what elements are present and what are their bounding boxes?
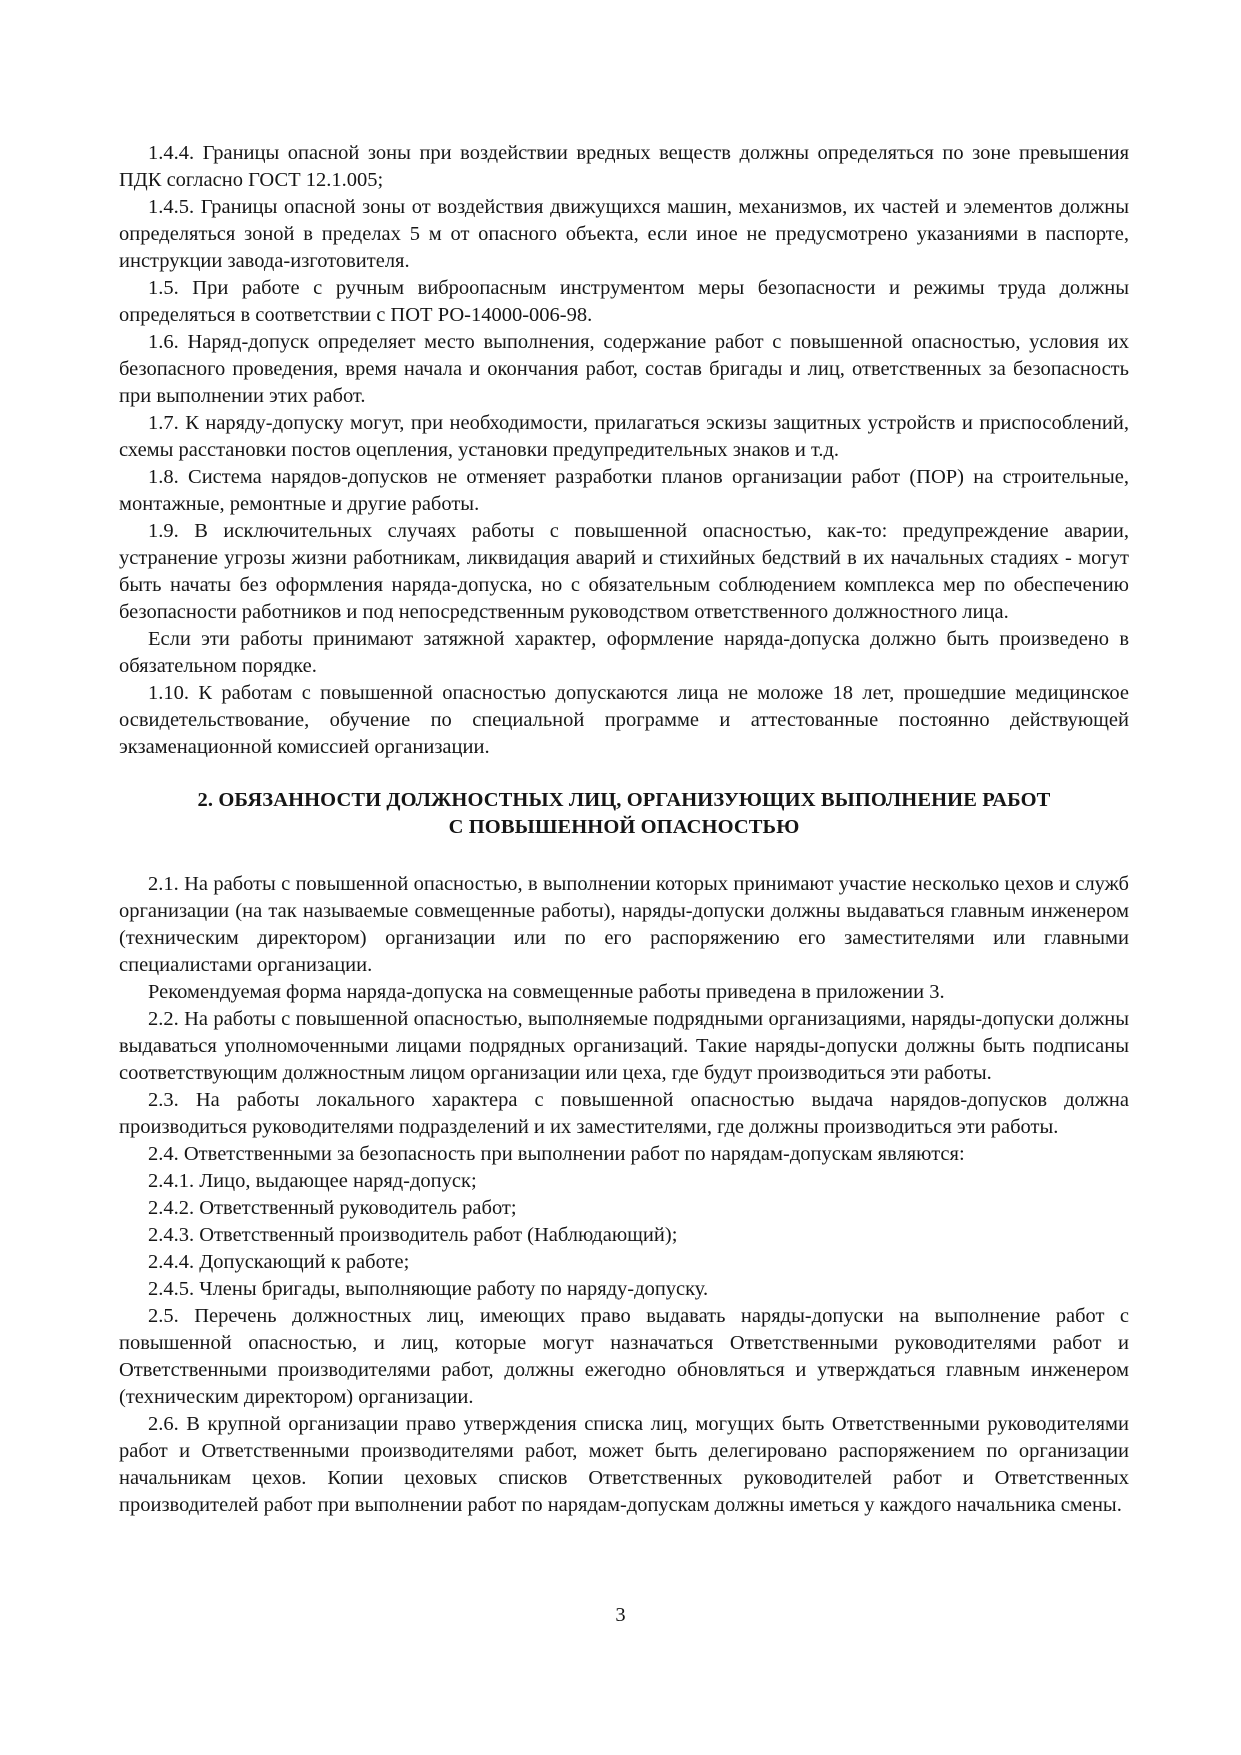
paragraph-2-4-4: 2.4.4. Допускающий к работе; xyxy=(148,1251,410,1273)
paragraphs-before xyxy=(119,140,1129,761)
paragraph-2-5: 2.5. Перечень должностных лиц, имеющих право выдавать наряды-допуски на выполнение работ с повышенной опасностью, и лиц, которые могут назначаться Ответственными руководителями работ и Ответственными производителями работ, должны ежегодно обновляться и утверждаться главным инженером (техническим директором) организации. xyxy=(119,1305,1129,1408)
document-page xyxy=(119,140,1129,1519)
paragraph-1-10: 1.10. К работам с повышенной опасностью допускаются лица не моложе 18 лет, прошедшие медицинское освидетельствование, обучение по специальной программе и аттестованные постоянно действующей экзаменационной комиссией организации. xyxy=(119,682,1129,758)
paragraph-1-7: 1.7. К наряду-допуску могут, при необходимости, прилагаться эскизы защитных устройств и приспособлений, схемы расстановки постов оцепления, установки предупредительных знаков и т.д. xyxy=(119,412,1129,461)
paragraph-1-8: 1.8. Система нарядов-допусков не отменяет разработки планов организации работ (ПОР) на строительные, монтажные, ремонтные и другие работы. xyxy=(119,466,1129,515)
section-2-title-line-2: С ПОВЫШЕННОЙ ОПАСНОСТЬЮ xyxy=(448,816,800,838)
paragraph-2-1: 2.1. На работы с повышенной опасностью, в выполнении которых принимают участие несколько цехов и служб организации (на так называемые совмещенные работы), наряды-допуски должны выдаваться главным инженером (техническим директором) организации или по его распоряжению его заместителями или главными специалистами организации. xyxy=(119,873,1129,976)
section-2-title xyxy=(119,787,1129,841)
paragraphs-after xyxy=(119,871,1129,1519)
section-2-title-line-1: 2. ОБЯЗАННОСТИ ДОЛЖНОСТНЫХ ЛИЦ, ОРГАНИЗУЮЩИХ ВЫПОЛНЕНИЕ РАБОТ xyxy=(197,789,1051,811)
paragraph-1-5: 1.5. При работе с ручным виброопасным инструментом меры безопасности и режимы труда должны определяться в соответствии с ПОТ РО-14000-006-98. xyxy=(119,277,1129,326)
paragraph-2-4-2: 2.4.2. Ответственный руководитель работ; xyxy=(148,1197,517,1219)
paragraph-1-4-4: 1.4.4. Границы опасной зоны при воздействии вредных веществ должны определяться по зоне превышения ПДК согласно ГОСТ 12.1.005; xyxy=(119,142,1129,191)
paragraph-2-4: 2.4. Ответственными за безопасность при выполнении работ по нарядам-допускам являются: xyxy=(148,1143,965,1165)
paragraph-1-4-5: 1.4.5. Границы опасной зоны от воздействия движущихся машин, механизмов, их частей и элементов должны определяться зоной в пределах 5 м от опасного объекта, если иное не предусмотрено указаниями в паспорте, инструкции завода-изготовителя. xyxy=(119,196,1129,272)
paragraph-2-2: 2.2. На работы с повышенной опасностью, выполняемые подрядными организациями, наряды-допуски должны выдаваться уполномоченными лицами подрядных организаций. Такие наряды-допуски должны быть подписаны соответствующим должностным лицом организации или цеха, где будут производиться эти работы. xyxy=(119,1008,1129,1084)
paragraph-2-3: 2.3. На работы локального характера с повышенной опасностью выдача нарядов-допусков должна производиться руководителями подразделений и их заместителями, где должны производиться эти работы. xyxy=(119,1089,1129,1138)
paragraph-1-6: 1.6. Наряд-допуск определяет место выполнения, содержание работ с повышенной опасностью, условия их безопасного проведения, время начала и окончания работ, состав бригады и лиц, ответственных за безопасность при выполнении этих работ. xyxy=(119,331,1129,407)
paragraph-1-9-continued: Если эти работы принимают затяжной характер, оформление наряда-допуска должно быть произведено в обязательном порядке. xyxy=(119,628,1129,677)
paragraph-2-4-3: 2.4.3. Ответственный производитель работ (Наблюдающий); xyxy=(148,1224,678,1246)
page-number: 3 xyxy=(615,1604,626,1626)
paragraph-1-9: 1.9. В исключительных случаях работы с повышенной опасностью, как-то: предупреждение аварии, устранение угрозы жизни работникам, ликвидация аварий и стихийных бедствий в их начальных стадиях - могут быть начаты без оформления наряда-допуска, но с обязательным соблюдением комплекса мер по обеспечению безопасности работников и под непосредственным руководством ответственного должностного лица. xyxy=(119,520,1129,623)
paragraph-2-1-form-note: Рекомендуемая форма наряда-допуска на совмещенные работы приведена в приложении 3. xyxy=(148,981,945,1003)
paragraph-2-4-1: 2.4.1. Лицо, выдающее наряд-допуск; xyxy=(148,1170,477,1192)
paragraph-2-6: 2.6. В крупной организации право утверждения списка лиц, могущих быть Ответственными руководителями работ и Ответственными производителями работ, может быть делегировано распоряжением по организации начальникам цехов. Копии цеховых списков Ответственных руководителей работ и Ответственных производителей работ при выполнении работ по нарядам-допускам должны иметься у каждого начальника смены. xyxy=(119,1413,1129,1516)
paragraph-2-4-5: 2.4.5. Члены бригады, выполняющие работу по наряду-допуску. xyxy=(148,1278,709,1300)
